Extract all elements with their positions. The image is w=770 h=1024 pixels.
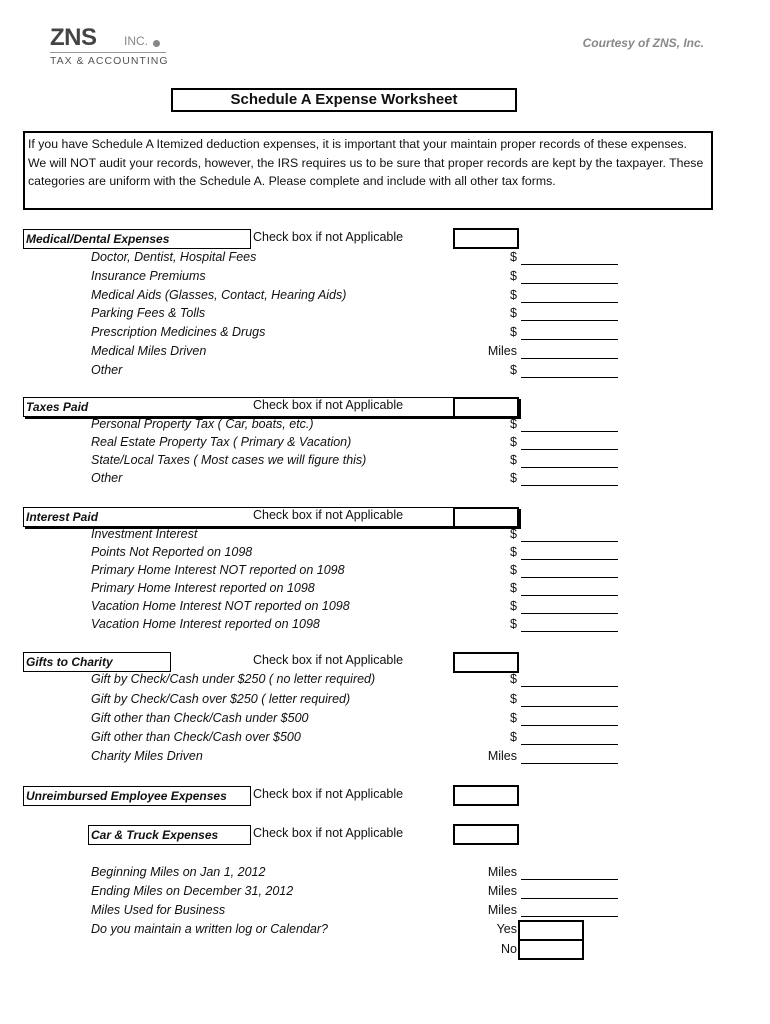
car-end-miles-field[interactable] (521, 898, 618, 899)
section-label-medical: Medical/Dental Expenses (23, 229, 251, 249)
check-label-taxes: Check box if not Applicable (253, 398, 404, 412)
checkbox-interest-na[interactable] (453, 507, 519, 528)
checkbox-employee-na[interactable] (453, 785, 519, 806)
taxes-statelocal-field[interactable] (521, 467, 618, 468)
page-title: Schedule A Expense Worksheet (171, 88, 517, 112)
item-unit: $ (510, 288, 517, 302)
item-label: Investment Interest (91, 527, 198, 541)
item-unit: $ (510, 435, 517, 449)
item-label: Points Not Reported on 1098 (91, 545, 253, 559)
item-label: Ending Miles on December 31, 2012 (91, 884, 294, 898)
section-label-car: Car & Truck Expenses (88, 825, 251, 845)
item-label: Other (91, 471, 123, 485)
interest-points-field[interactable] (521, 559, 618, 560)
courtesy-note: Courtesy of ZNS, Inc. (582, 36, 704, 50)
item-unit: $ (510, 581, 517, 595)
car-begin-miles-field[interactable] (521, 879, 618, 880)
item-label: Insurance Premiums (91, 269, 206, 283)
section-label-interest: Interest Paid (23, 507, 519, 527)
item-unit: Miles (487, 344, 517, 358)
medical-doctor-field[interactable] (521, 264, 618, 265)
item-label: Prescription Medicines & Drugs (91, 325, 266, 339)
checkbox-charity-na[interactable] (453, 652, 519, 673)
medical-insurance-field[interactable] (521, 283, 618, 284)
item-label: Miles Used for Business (91, 903, 226, 917)
item-unit: $ (510, 730, 517, 744)
item-label: State/Local Taxes ( Most cases we will figure this) (91, 453, 367, 467)
logo-registered-icon (153, 40, 160, 47)
item-label: Charity Miles Driven (91, 749, 203, 763)
interest-primary-not-field[interactable] (521, 577, 618, 578)
item-unit: $ (510, 269, 517, 283)
charity-other-over500-field[interactable] (521, 744, 618, 745)
item-label: Primary Home Interest NOT reported on 1098 (91, 563, 345, 577)
check-label-car: Check box if not Applicable (253, 826, 404, 840)
item-label: Vacation Home Interest NOT reported on 1098 (91, 599, 350, 613)
interest-vacation-not-field[interactable] (521, 613, 618, 614)
interest-primary-field[interactable] (521, 595, 618, 596)
company-logo: ZNS (50, 24, 97, 51)
taxes-other-field[interactable] (521, 485, 618, 486)
charity-under250-field[interactable] (521, 686, 618, 687)
item-unit: Miles (487, 749, 517, 763)
log-question: Do you maintain a written log or Calendar? (91, 922, 328, 936)
medical-prescription-field[interactable] (521, 339, 618, 340)
item-unit: $ (510, 692, 517, 706)
item-unit: $ (510, 527, 517, 541)
no-checkbox[interactable] (518, 939, 584, 960)
checkbox-taxes-na[interactable] (453, 397, 519, 418)
item-unit: $ (510, 363, 517, 377)
section-label-employee: Unreimbursed Employee Expenses (23, 786, 251, 806)
logo-tagline: TAX & ACCOUNTING (50, 55, 169, 67)
item-unit: $ (510, 471, 517, 485)
charity-miles-field[interactable] (521, 763, 618, 764)
item-label: Doctor, Dentist, Hospital Fees (91, 250, 257, 264)
check-label-charity: Check box if not Applicable (253, 653, 404, 667)
medical-parking-field[interactable] (521, 320, 618, 321)
yes-checkbox[interactable] (518, 920, 584, 941)
section-label-charity: Gifts to Charity (23, 652, 171, 672)
car-business-miles-field[interactable] (521, 916, 618, 917)
item-label: Personal Property Tax ( Car, boats, etc.) (91, 417, 314, 431)
item-unit: $ (510, 545, 517, 559)
logo-divider (50, 52, 166, 53)
item-label: Gift other than Check/Cash under $500 (91, 711, 309, 725)
item-unit: $ (510, 306, 517, 320)
item-unit: $ (510, 417, 517, 431)
logo-suffix: INC. (124, 34, 148, 48)
item-unit: $ (510, 563, 517, 577)
item-label: Gift other than Check/Cash over $500 (91, 730, 301, 744)
medical-other-field[interactable] (521, 377, 618, 378)
checkbox-medical-na[interactable] (453, 228, 519, 249)
section-label-taxes: Taxes Paid (23, 397, 519, 417)
item-label: Real Estate Property Tax ( Primary & Vacation) (91, 435, 352, 449)
interest-vacation-field[interactable] (521, 631, 618, 632)
item-label: Parking Fees & Tolls (91, 306, 206, 320)
yes-label: Yes (496, 922, 517, 936)
taxes-personal-field[interactable] (521, 431, 618, 432)
item-label: Gift by Check/Cash over $250 ( letter required) (91, 692, 351, 706)
check-label-medical: Check box if not Applicable (253, 230, 404, 244)
item-unit: $ (510, 617, 517, 631)
taxes-realestate-field[interactable] (521, 449, 618, 450)
item-unit: Miles (487, 865, 517, 879)
charity-over250-field[interactable] (521, 706, 618, 707)
item-label: Medical Miles Driven (91, 344, 207, 358)
check-label-employee: Check box if not Applicable (253, 787, 404, 801)
interest-investment-field[interactable] (521, 541, 618, 542)
check-label-interest: Check box if not Applicable (253, 508, 404, 522)
item-unit: $ (510, 711, 517, 725)
item-label: Vacation Home Interest reported on 1098 (91, 617, 320, 631)
item-label: Other (91, 363, 123, 377)
item-unit: $ (510, 599, 517, 613)
item-label: Gift by Check/Cash under $250 ( no letter required) (91, 672, 376, 686)
medical-aids-field[interactable] (521, 302, 618, 303)
item-label: Primary Home Interest reported on 1098 (91, 581, 315, 595)
no-label: No (501, 942, 517, 956)
item-unit: $ (510, 453, 517, 467)
checkbox-car-na[interactable] (453, 824, 519, 845)
intro-text: If you have Schedule A Itemized deduction expenses, it is important that your maintain proper records of these expenses. We will NOT audit your records, however, the IRS requires us to be sure that proper records are kept by the taxpayer. These categories are uniform with the Schedule A. Please complete and include with all other tax forms. (23, 131, 713, 210)
item-unit: $ (510, 325, 517, 339)
item-unit: $ (510, 672, 517, 686)
item-unit: Miles (487, 903, 517, 917)
item-label: Beginning Miles on Jan 1, 2012 (91, 865, 266, 879)
medical-miles-field[interactable] (521, 358, 618, 359)
item-label: Medical Aids (Glasses, Contact, Hearing Aids) (91, 288, 347, 302)
charity-other-under500-field[interactable] (521, 725, 618, 726)
item-unit: Miles (487, 884, 517, 898)
item-unit: $ (510, 250, 517, 264)
